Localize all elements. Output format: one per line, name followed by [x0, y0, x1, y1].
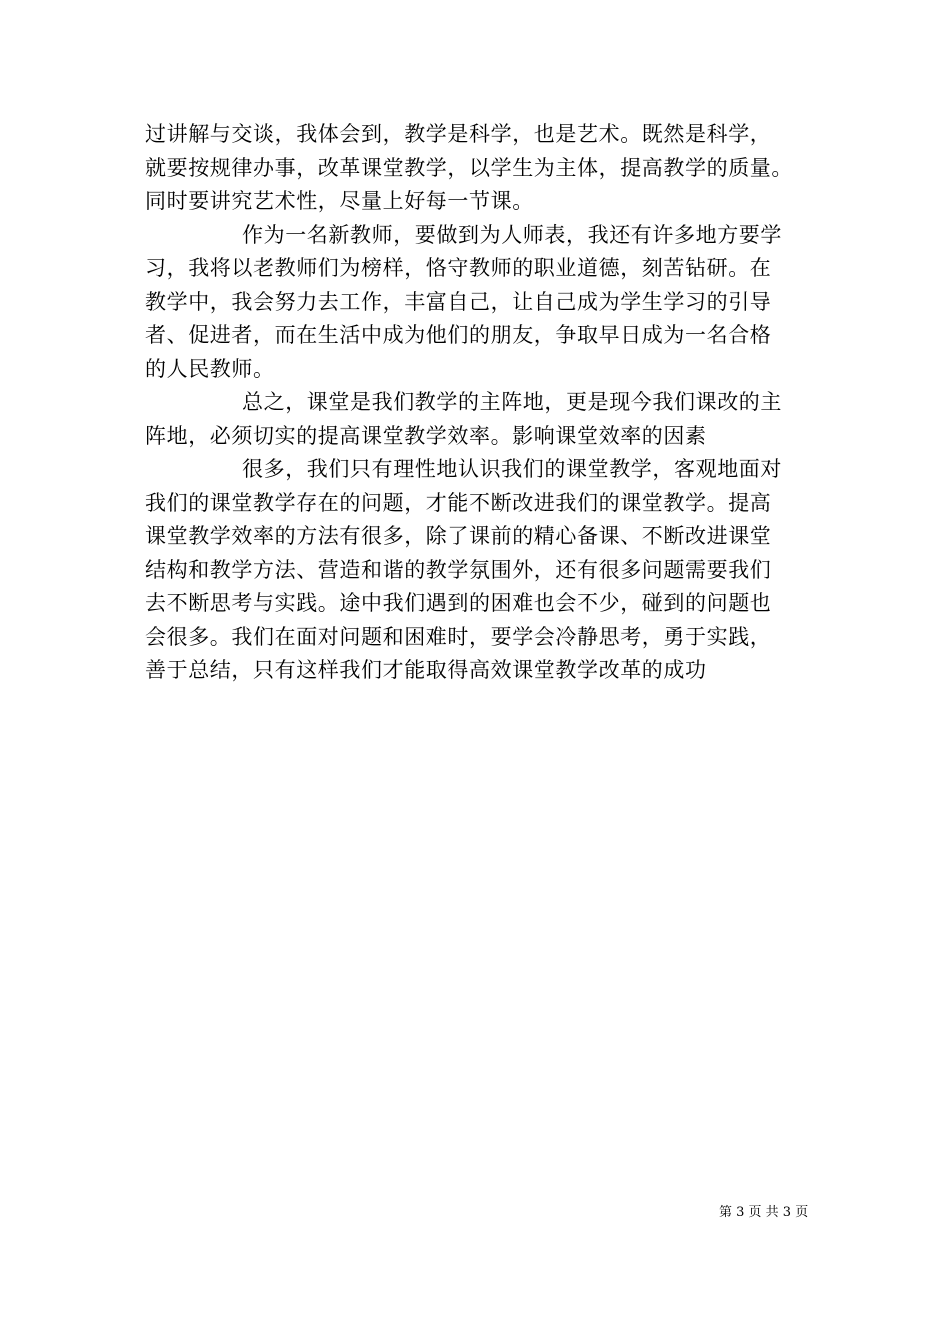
- paragraph-start-line: 很多，我们只有理性地认识我们的课堂教学，客观地面对: [242, 457, 782, 481]
- text-line: 就要按规律办事，改革课堂教学，以学生为主体，提高教学的质量。: [145, 155, 793, 180]
- document-body: [145, 118, 810, 688]
- text-line: 我们的课堂教学存在的问题，才能不断改进我们的课堂教学。提高: [145, 490, 772, 515]
- text-line: 课堂教学效率的方法有很多，除了课前的精心备课、不断改进课堂: [145, 524, 772, 548]
- text-line: 过讲解与交谈，我体会到，教学是科学，也是艺术。既然是科学，: [145, 122, 772, 146]
- text-line: 去不断思考与实践。途中我们遇到的困难也会不少，碰到的问题也: [145, 591, 772, 615]
- page-number: 第 3 页 共 3 页: [719, 1205, 809, 1220]
- text-line: 善于总结，只有这样我们才能取得高效课堂教学改革的成功: [145, 658, 707, 682]
- text-line: 会很多。我们在面对问题和困难时，要学会冷静思考，勇于实践，: [145, 624, 772, 649]
- text-line: 结构和教学方法、营造和谐的教学氛围外，还有很多问题需要我们: [145, 557, 772, 582]
- text-line: 习，我将以老教师们为榜样，恪守教师的职业道德，刻苦钻研。在: [145, 256, 772, 280]
- paragraph-start-line: 总之，课堂是我们教学的主阵地，更是现今我们课改的主: [242, 390, 782, 414]
- text-line: 阵地，必须切实的提高课堂教学效率。影响课堂效率的因素: [145, 423, 707, 448]
- text-line: 教学中，我会努力去工作，丰富自己，让自己成为学生学习的引导: [145, 289, 772, 314]
- text-line: 同时要讲究艺术性，尽量上好每一节课。: [145, 189, 534, 213]
- text-line: 的人民教师。: [145, 356, 275, 381]
- paragraph-start-line: 作为一名新教师，要做到为人师表，我还有许多地方要学: [242, 222, 782, 247]
- text-line: 者、促进者，而在生活中成为他们的朋友，争取早日成为一名合格: [145, 323, 772, 347]
